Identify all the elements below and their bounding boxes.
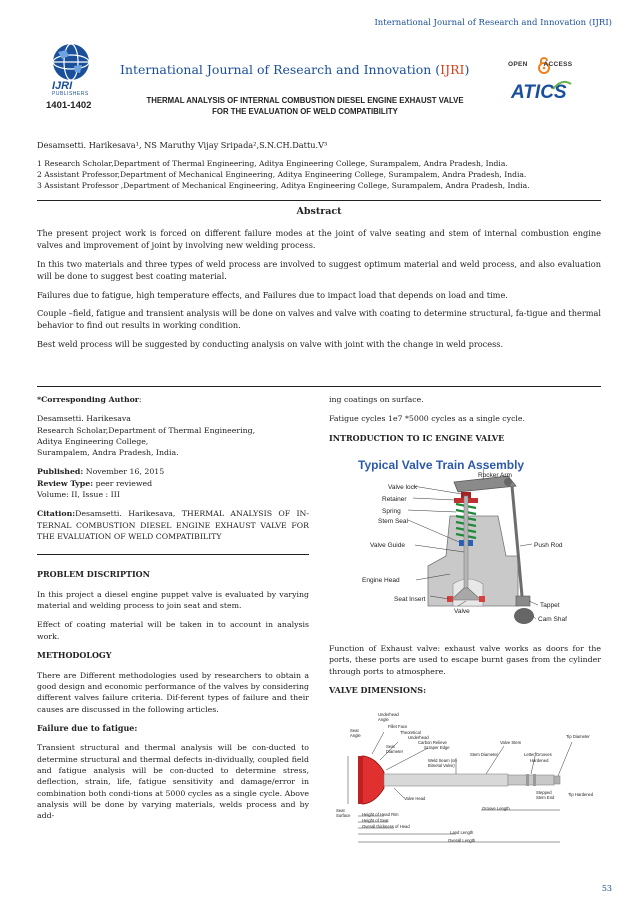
author-line: Research Scholar,Department of Thermal Engineering,	[37, 425, 256, 435]
affiliations	[37, 158, 530, 191]
authors: Desamsetti. Harikesava¹, NS Maruthy Vijay Sripada²,S.N.CH.Dattu.V³	[37, 140, 328, 150]
citation-value: Desamsetti. Harikesava, THERMAL ANALYSIS OF IN-TERNAL COMBUSTION DIESEL ENGINE EXHAUST VALVE FOR THE EVALUATION OF WELD COMPATIBILITY	[37, 509, 309, 541]
divider-abstract	[37, 386, 601, 387]
figure1-title: Typical Valve Train Assembly	[358, 458, 525, 472]
citation-label: Citation:	[37, 509, 76, 519]
problem-paragraph: In this project a diesel engine puppet valve is evaluated by varying material and welding process to join seat and stem.	[37, 589, 309, 611]
label-letter-grooves: Letter Grooves	[524, 752, 552, 757]
abstract-body	[37, 228, 601, 358]
label-seat-angle: Seat Angle	[350, 728, 361, 739]
label-spring: Spring	[382, 508, 401, 515]
left-column	[37, 394, 309, 830]
label-valve: Valve	[454, 608, 470, 615]
label-valve-stem: Valve Stem	[500, 740, 522, 745]
fatigue-paragraph: Transient structural and thermal analysis will be con-ducted to determine structural and thermal defects in-dividually, coupled field and fatigue analysis will be con-ducted to determine stress, deflection, strain, life, fatigue sensitivity and damage/error in combination both condi-tions at 5000 cycles as a single cycle. Above analysis will be done by varying materials, welds process and by add-	[37, 743, 309, 821]
affiliation-1: 1 Research Scholar,Department of Thermal Engineering, Aditya Engineering College, Surampalem, Andra Pradesh, India.	[37, 159, 508, 168]
label-height-head-rim: Height of Head Rim	[362, 812, 399, 817]
logo-subtext: PUBLISHERS	[52, 91, 89, 97]
abstract-heading: Abstract	[296, 206, 342, 217]
running-head: International Journal of Research and Innovation (IJRI)	[374, 18, 612, 28]
function-paragraph: Function of Exhaust valve: exhaust valve works as doors for the ports, these ports are used to escape burnt gases from the cylinder through ports to atmosphere.	[329, 644, 601, 676]
author-line: Surampalem, Andra Pradesh, India.	[37, 448, 179, 458]
label-weld-seam: Weld Seam (on Bimetal Valve)	[428, 758, 457, 769]
continued-paragraph: ing coatings on surface.	[329, 395, 424, 404]
abstract-paragraph: Couple –field, fatigue and transient analysis will be done on valves and valve with coating to determine structural, fa-tigue and thermal behavior to find out results in working condition.	[37, 308, 601, 331]
affiliation-2: 2 Assistant Professor,Department of Mechanical Engineering, Aditya Engineering College, Surampalem, Andra Pradesh, India.	[37, 170, 527, 179]
label-valve-head: Valve Head	[404, 796, 426, 801]
volume: Volume: II, Issue : III	[37, 490, 120, 500]
label-scraper-edge: Scraper Edge	[424, 745, 450, 750]
label-land-length: Land Length	[450, 830, 474, 835]
intro-heading: INTRODUCTION TO IC ENGINE VALVE	[329, 432, 505, 443]
label-theoretical: Theoretical	[400, 730, 421, 735]
label-push-rod: Push Rod	[534, 542, 563, 549]
label-fillet-face: Fillet Face	[388, 724, 408, 729]
label-seat-diameter: Seat Diameter	[386, 744, 403, 755]
label-seat-surface: Seat Surface	[336, 808, 351, 819]
label-rocker-arm: Rocker Arm	[478, 472, 512, 479]
published-label: Published:	[37, 467, 84, 477]
journal-title-close: )	[464, 62, 470, 77]
article-title-line2: FOR THE EVALUATION OF WELD COMPATIBILITY	[212, 106, 398, 116]
abstract-paragraph: Failures due to fatigue, high temperature effects, and Failures due to impact load that depends on load and time.	[37, 289, 508, 300]
affiliation-3: 3 Assistant Professor ,Department of Mechanical Engineering, Aditya Engineering College, Surampalem, Andra Pradesh, India.	[37, 181, 530, 190]
published-value: November 16, 2015	[83, 467, 165, 477]
article-title	[112, 96, 498, 117]
publication-info	[37, 466, 309, 500]
right-column-top	[329, 394, 601, 452]
label-valve-lock: Valve lock	[388, 484, 418, 491]
abstract-paragraph: In this two materials and three types of weld process are involved to suggest optimum material and weld process, and also evaluation will be done to suggest best coating material.	[37, 258, 601, 281]
label-hardened: Hardened	[530, 758, 549, 763]
label-stepped-stem: Stepped Stem End	[536, 790, 555, 801]
logo-text: IJRI	[52, 80, 73, 92]
label-underhead: Underhead	[408, 735, 429, 740]
label-stem-diameter: Stem Diameter	[470, 752, 498, 757]
author-block	[37, 413, 309, 458]
page-number: 53	[601, 884, 612, 893]
label-retainer: Retainer	[382, 496, 407, 503]
label-groove-length: Groove Length	[482, 806, 510, 811]
label-stem-seal: Stem Seal	[378, 518, 408, 525]
problem-paragraph: Effect of coating material will be taken in to account in analysis work.	[37, 620, 309, 641]
label-carbon-relieve: Carbon Relieve	[418, 740, 447, 745]
journal-title-main: International Journal of Research and Innovation (	[120, 62, 441, 77]
journal-acronym: IJRI	[440, 62, 465, 77]
valve-train-figure	[358, 456, 574, 628]
divider-top	[37, 200, 601, 201]
article-title-line1: THERMAL ANALYSIS OF INTERNAL COMBUSTION DIESEL ENGINE EXHAUST VALVE	[146, 96, 464, 105]
label-valve-guide: Valve Guide	[370, 542, 405, 549]
label-cam-shaft: Cam Shaf	[538, 616, 567, 623]
review-value: peer reviewed	[93, 478, 153, 488]
label-underhead-angle: Underhead Angle	[378, 712, 399, 723]
label-overall-length: Overall Length	[448, 838, 476, 843]
open-access-logo	[508, 56, 580, 74]
methodology-heading: METHODOLOGY	[37, 650, 112, 661]
abstract-paragraph: Best weld process will be suggested by conducting analysis on valve with joint with the change in weld process.	[37, 339, 504, 350]
corresponding-author	[37, 394, 309, 405]
atics-swoosh-icon	[552, 80, 572, 90]
ijri-logo	[42, 40, 100, 98]
review-label: Review Type:	[37, 478, 94, 488]
journal-title	[120, 62, 469, 77]
label-overall-thickness: Overall thickness of Head	[362, 824, 410, 829]
dimensions-heading: VALVE DIMENSIONS:	[329, 684, 427, 695]
label-tip-diameter: Tip Diameter	[566, 734, 590, 739]
author-line: Desamsetti. Harikesava	[37, 414, 131, 424]
label-tappet: Tappet	[540, 602, 560, 609]
author-line: Aditya Engineering College,	[37, 436, 149, 446]
atics-logo: ATICS	[511, 82, 567, 103]
label-seat-insert: Seat Insert	[394, 596, 426, 603]
fatigue-heading: Failure due to fatigue:	[37, 722, 138, 733]
valve-dimensions-figure	[336, 712, 598, 850]
label-tip-hardened: Tip Hardened	[568, 792, 594, 797]
citation	[37, 508, 309, 542]
open-access-text: OPEN ACCESS	[508, 61, 573, 68]
right-column-middle	[329, 643, 601, 704]
problem-heading: PROBLEM DISCRIPTION	[37, 569, 150, 580]
abstract-paragraph: The present project work is forced on different failure modes at the joint of valve seating and stem of internal combustion engine valves and improvement of joint by involving new welding process.	[37, 228, 601, 250]
corresponding-colon: :	[138, 395, 142, 404]
label-engine-head: Engine Head	[362, 577, 400, 584]
label-height-seat: Height of Seat	[362, 818, 389, 823]
fatigue-cycles-paragraph: Fatigue cycles 1e7 *5000 cycles as a single cycle.	[329, 414, 526, 424]
divider-citation	[37, 554, 309, 555]
issn: 1401-1402	[46, 100, 92, 111]
methodology-paragraph: There are Different methodologies used by researchers to obtain a good design and economic performance of the valves by considering different valves failure criteria. Dif-ferent types of failure and their causes are discussed in the following articles.	[37, 670, 309, 714]
corresponding-label: *Corresponding Author	[37, 395, 139, 404]
